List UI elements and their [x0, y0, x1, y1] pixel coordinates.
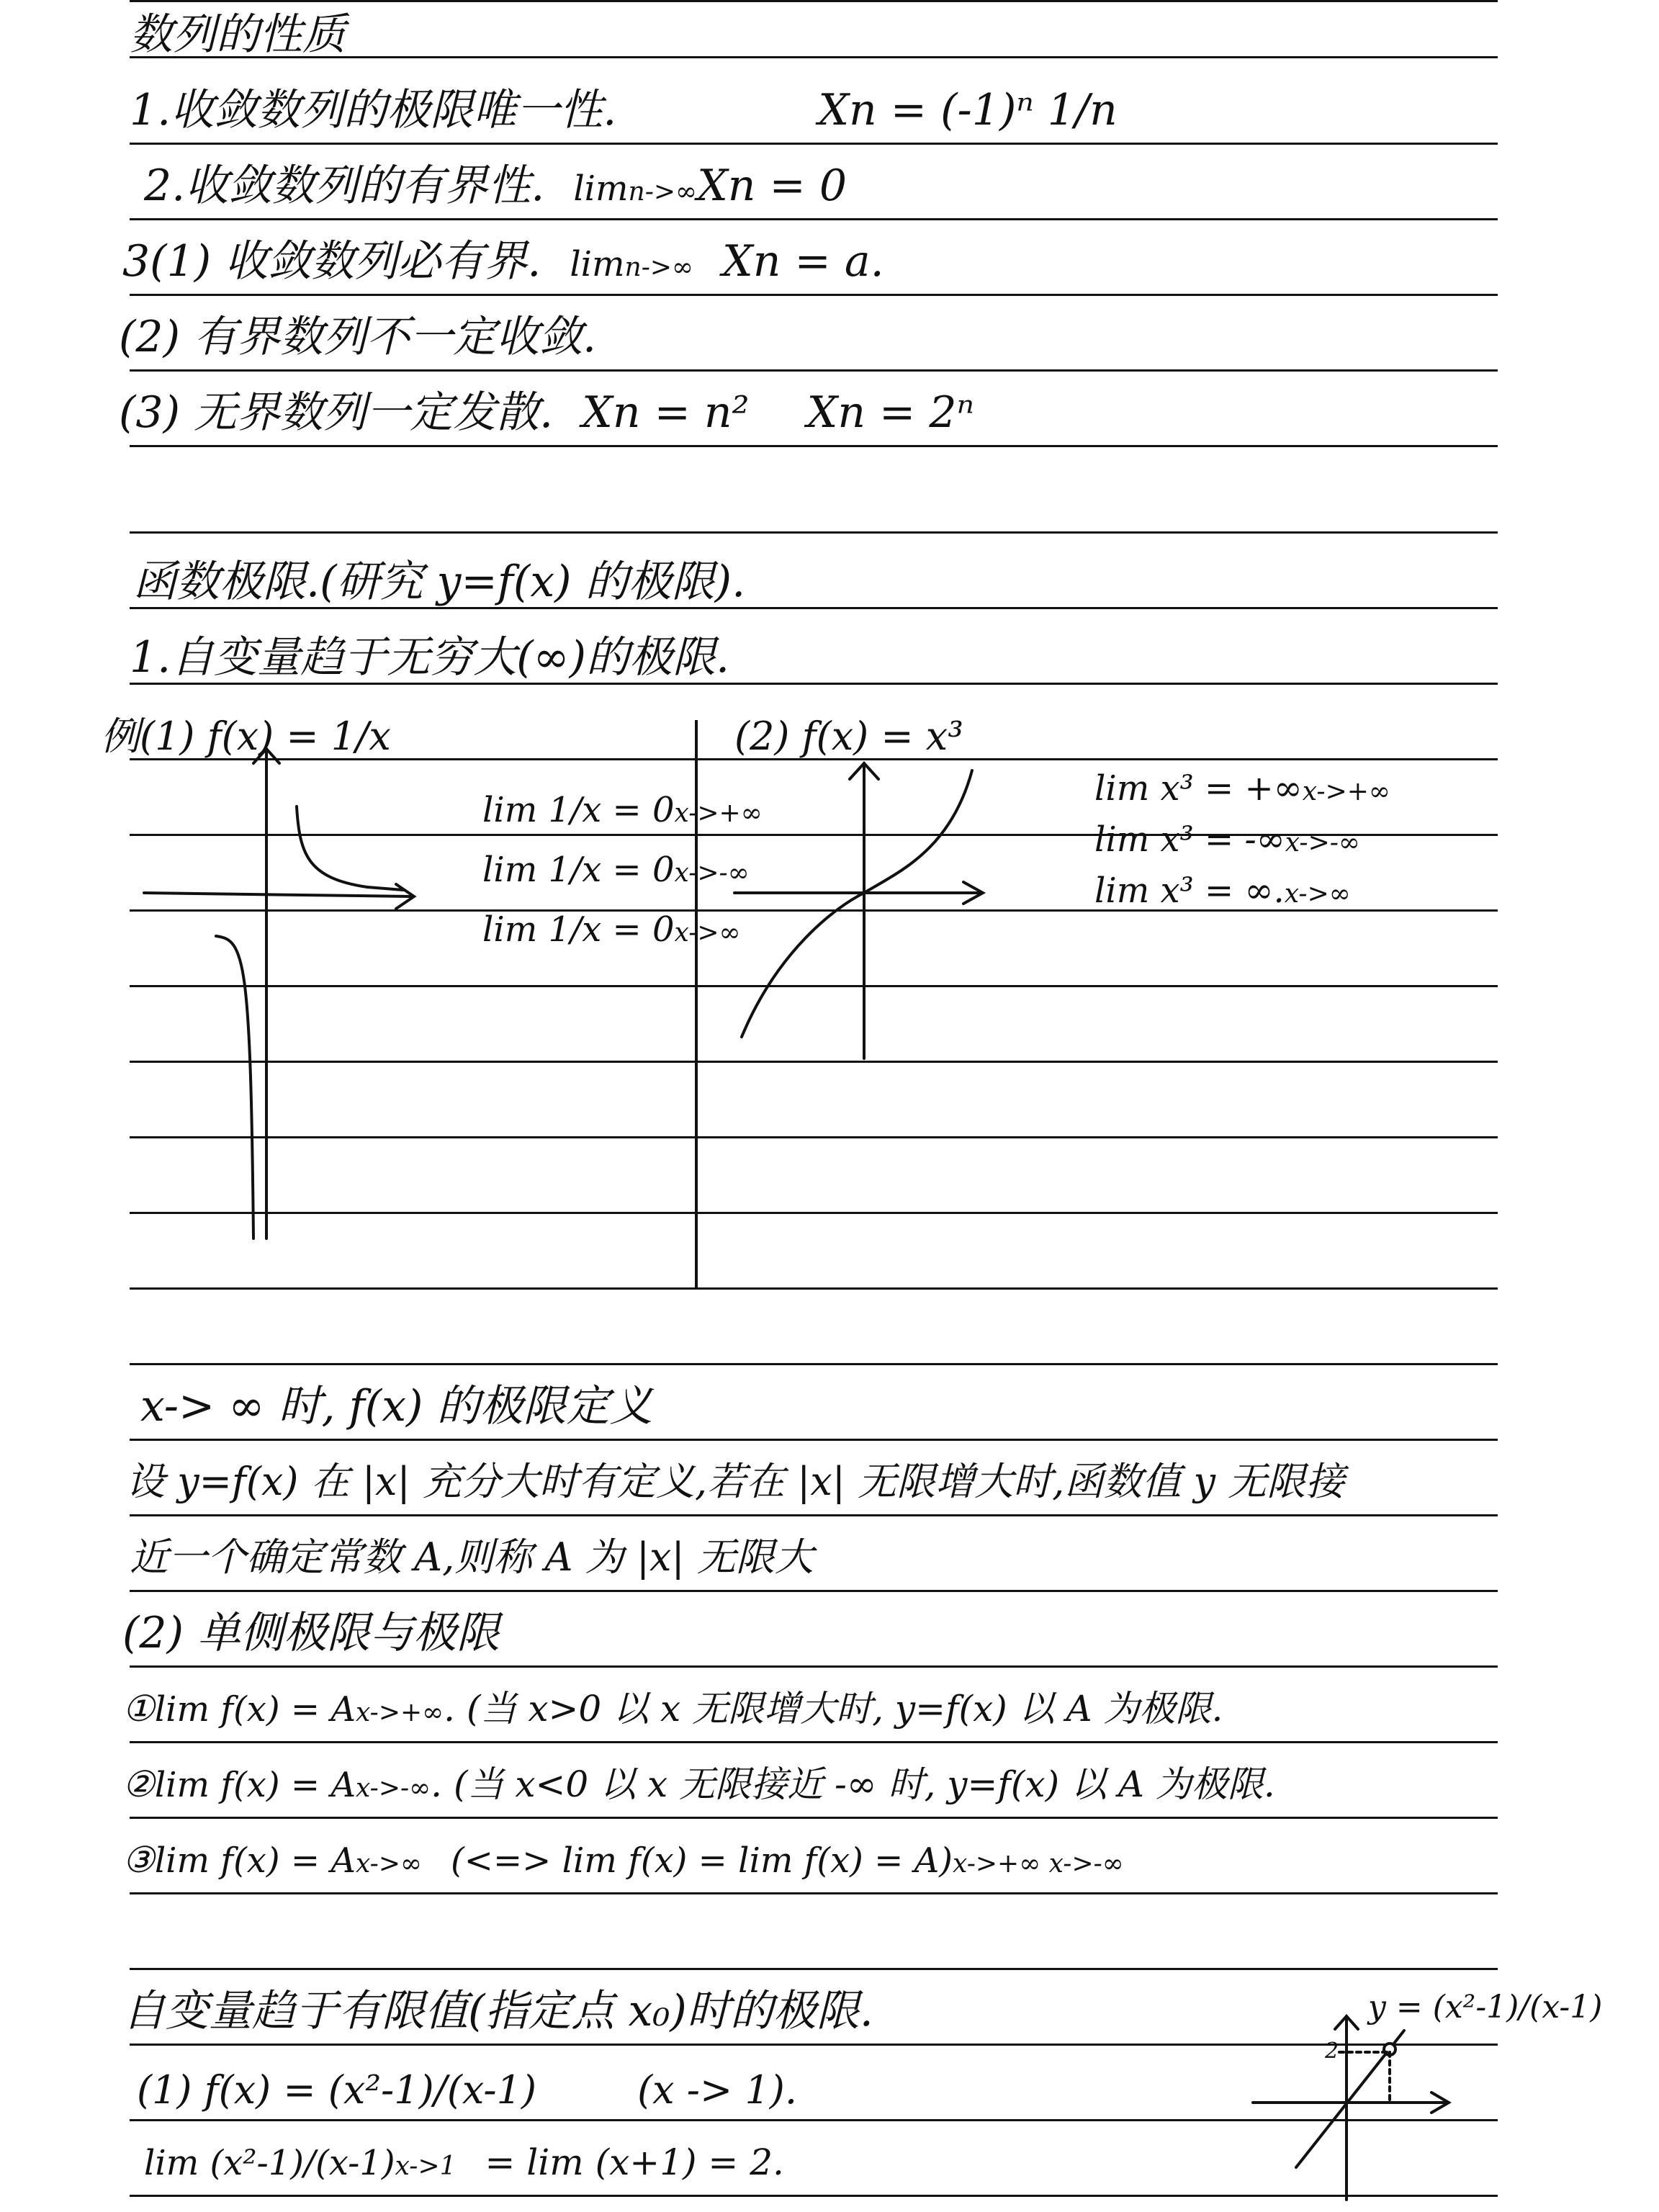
graph2-label: (2) f(x) = x³	[734, 714, 963, 759]
graph1-limits	[482, 785, 763, 950]
sec3-case2: ② lim f(x) = Ax->-∞ . (当 x<0 以 x 无限接近 -∞ 时, y=f(x) 以 A 为极限.	[122, 1763, 1275, 1805]
sec2-line1: 1.自变量趋于无穷大(∞)的极限.	[130, 632, 730, 683]
ruled-line	[130, 1363, 1498, 1365]
sec1-title: 数列的性质	[130, 9, 346, 60]
sec4-line1: (1) f(x) = (x²-1)/(x-1) (x -> 1).	[137, 2067, 798, 2113]
ruled-line	[130, 1968, 1498, 1970]
sec3-title: x-> ∞ 时, f(x) 的极限定义	[140, 1381, 653, 1431]
sec3-case1: ① lim f(x) = Ax->+∞ . (当 x>0 以 x 无限增大时, y=f(x) 以 A 为极限.	[122, 1688, 1223, 1730]
sec3-subtitle: (2) 单侧极限与极限	[122, 1608, 500, 1658]
sec1-line4: (2) 有界数列不一定收敛.	[119, 312, 597, 362]
sec1-line3: 3(1) 收敛数列必有界. limn->∞ Xn = a.	[122, 236, 884, 287]
sec2-title: 函数极限.(研究 y=f(x) 的极限).	[133, 557, 746, 607]
ruled-line	[130, 1287, 1498, 1290]
limit-minus-inf: lim 1/x = 0x->-∞	[482, 850, 750, 890]
limit-plus-inf: lim 1/x = 0x->+∞	[482, 790, 763, 830]
graph-cubic	[734, 763, 1051, 1066]
cubic-limit-inf: lim x³ = ∞.x->∞	[1094, 871, 1351, 911]
cubic-limit-minus: lim x³ = -∞x->-∞	[1094, 819, 1360, 860]
sec4-title: 自变量趋于有限值(指定点 x₀)时的极限.	[122, 1986, 873, 2036]
sec4-graph-label: y = (x²-1)/(x-1)	[1368, 1989, 1603, 2026]
sec4-line2: lim (x²-1)/(x-1)x->1 = lim (x+1) = 2.	[144, 2141, 784, 2183]
column-divider	[695, 720, 698, 1289]
sec3-para2: 近一个确定常数 A,则称 A 为 |x| 无限大	[130, 1534, 814, 1580]
graph-tick-2: 2	[1325, 2038, 1339, 2064]
ruled-line	[130, 531, 1498, 534]
formula-xn: Xn = (-1)ⁿ 1/n	[818, 85, 1118, 135]
sec3-case3: ③ lim f(x) = Ax->∞ (<=> lim f(x) = lim f(x) = A)x->+∞ x->-∞	[122, 1839, 1124, 1881]
graph2-limits	[1094, 763, 1390, 911]
limit-inf: lim 1/x = 0x->∞	[482, 909, 741, 950]
graph-removable-discontinuity	[1253, 2016, 1469, 2203]
cubic-limit-plus: lim x³ = +∞x->+∞	[1094, 768, 1390, 809]
sec1-line2: 2.收敛数列的有界性. limn->∞ Xn = 0	[144, 161, 848, 211]
sec1-line5: (3) 无界数列一定发散. Xn = n² Xn = 2ⁿ	[119, 387, 974, 438]
sec3-para1: 设 y=f(x) 在 |x| 充分大时有定义,若在 |x| 无限增大时,函数值 y 无限接	[126, 1459, 1345, 1504]
graph1-label: 例(1) f(x) = 1/x	[101, 714, 391, 759]
sec1-line1: 1.收敛数列的极限唯一性. Xn = (-1)ⁿ 1/n	[130, 85, 1118, 135]
